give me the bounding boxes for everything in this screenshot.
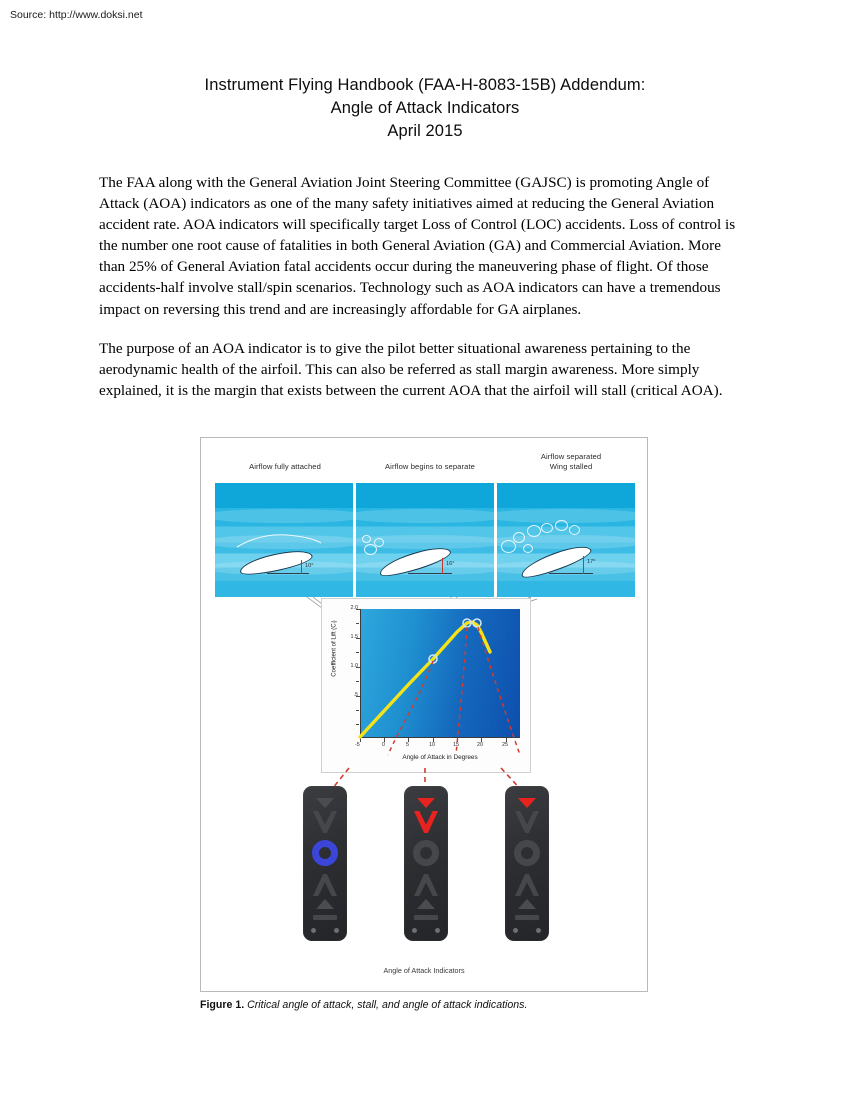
angle-label-2: 16° bbox=[446, 561, 455, 567]
title-line-3: April 2015 bbox=[387, 122, 463, 140]
chevron-up-icon bbox=[518, 899, 536, 909]
chevron-down-icon bbox=[417, 798, 435, 808]
v-segment-icon bbox=[313, 811, 337, 833]
xtick-25: 25 bbox=[502, 742, 508, 748]
panel-caption-3-line-2: Wing stalled bbox=[549, 461, 593, 471]
airflow-panel-stalled bbox=[497, 483, 635, 597]
xtick-neg5: -5 bbox=[355, 742, 360, 748]
chevron-down-icon bbox=[316, 798, 334, 808]
a-segment-icon bbox=[414, 874, 438, 896]
figure-caption-number: Figure 1. bbox=[200, 999, 245, 1011]
bar-segment-icon bbox=[313, 915, 337, 920]
ytick-1-0: 1.0 bbox=[350, 663, 358, 669]
figure-caption-text: Critical angle of attack, stall, and angle of attack indications. bbox=[247, 999, 528, 1011]
v-segment-icon bbox=[414, 811, 438, 833]
ytick-1-5: 1.5 bbox=[350, 634, 358, 640]
ytick-2-0: 2.0 bbox=[350, 605, 358, 611]
angle-label-1: 10° bbox=[305, 563, 314, 569]
bar-segment-icon bbox=[414, 915, 438, 920]
airflow-panels bbox=[215, 483, 635, 597]
screw-dot-right-icon bbox=[435, 928, 440, 933]
title-line-1: Instrument Flying Handbook (FAA-H-8083-15B) Addendum: bbox=[204, 76, 646, 94]
panel-caption-2: Airflow begins to separate bbox=[385, 462, 475, 471]
aoa-indicator-group bbox=[291, 786, 561, 946]
chart-x-axis-label: Angle of Attack in Degrees bbox=[402, 754, 478, 761]
bar-segment-icon bbox=[515, 915, 539, 920]
donut-indicator-icon bbox=[312, 840, 338, 866]
xtick-5: 5 bbox=[406, 742, 409, 748]
document-body bbox=[99, 172, 737, 419]
figure-caption bbox=[200, 999, 670, 1011]
figure-1 bbox=[200, 437, 648, 992]
aoa-indicator-stall[interactable] bbox=[505, 786, 549, 941]
v-segment-icon bbox=[515, 811, 539, 833]
chart-to-indicator-dashes bbox=[360, 609, 530, 759]
aoa-indicator-on-speed[interactable] bbox=[303, 786, 347, 941]
angle-label-3: 17° bbox=[587, 559, 596, 565]
aoa-indicator-approaching-stall[interactable] bbox=[404, 786, 448, 941]
screw-dot-left-icon bbox=[311, 928, 316, 933]
paragraph-2: The purpose of an AOA indicator is to give the pilot better situational awareness pertaining to the aerodynamic health of the airfoil. This can also be referred as stall margin awareness. More simply explained, it is the margin that exists between the current AOA that the airfoil will stall (critical AOA). bbox=[99, 339, 723, 399]
lift-curve-chart bbox=[321, 598, 531, 773]
xtick-20: 20 bbox=[477, 742, 483, 748]
panel-caption-3-line-1: Airflow separated bbox=[540, 452, 602, 461]
screw-dot-right-icon bbox=[334, 928, 339, 933]
chevron-up-icon bbox=[417, 899, 435, 909]
source-url: Source: http://www.doksi.net bbox=[10, 9, 143, 21]
a-segment-icon bbox=[515, 874, 539, 896]
indicators-group-label: Angle of Attack Indicators bbox=[383, 966, 465, 975]
document-title bbox=[0, 74, 850, 143]
xtick-0: 0 bbox=[382, 742, 385, 748]
screw-dot-right-icon bbox=[536, 928, 541, 933]
screw-dot-left-icon bbox=[513, 928, 518, 933]
xtick-10: 10 bbox=[429, 742, 435, 748]
panel-caption-1: Airflow fully attached bbox=[249, 462, 321, 471]
a-segment-icon bbox=[313, 874, 337, 896]
chevron-up-icon bbox=[316, 899, 334, 909]
airflow-panel-separating bbox=[356, 483, 494, 597]
chart-y-axis-label: Coefficient of Lift (Cₗ) bbox=[330, 620, 338, 677]
airflow-panel-attached bbox=[215, 483, 353, 597]
donut-indicator-icon bbox=[514, 840, 540, 866]
chevron-down-icon bbox=[518, 798, 536, 808]
panel-captions bbox=[201, 448, 647, 484]
panel-caption-3 bbox=[501, 452, 641, 471]
title-line-2: Angle of Attack Indicators bbox=[330, 99, 520, 117]
ytick-0-5: .5 bbox=[353, 692, 358, 698]
donut-indicator-icon bbox=[413, 840, 439, 866]
paragraph-1: The FAA along with the General Aviation Joint Steering Committee (GAJSC) is promoting Angle of Attack (AOA) indicators as one of the many safety initiatives aimed at reducing the General Aviation accident rate. AOA indicators will specifically target Loss of Control (LOC) accidents. Loss of control is the number one root cause of fatalities in both General Aviation (GA) and Commercial Aviation. More than 25% of General Aviation fatal accidents occur during the maneuvering phase of flight. Of those accidents-half involve stall/spin scenarios. Technology such as AOA indicators can have a tremendous impact on reversing this trend and are increasingly affordable for GA airplanes. bbox=[99, 174, 736, 318]
xtick-15: 15 bbox=[453, 742, 459, 748]
screw-dot-left-icon bbox=[412, 928, 417, 933]
